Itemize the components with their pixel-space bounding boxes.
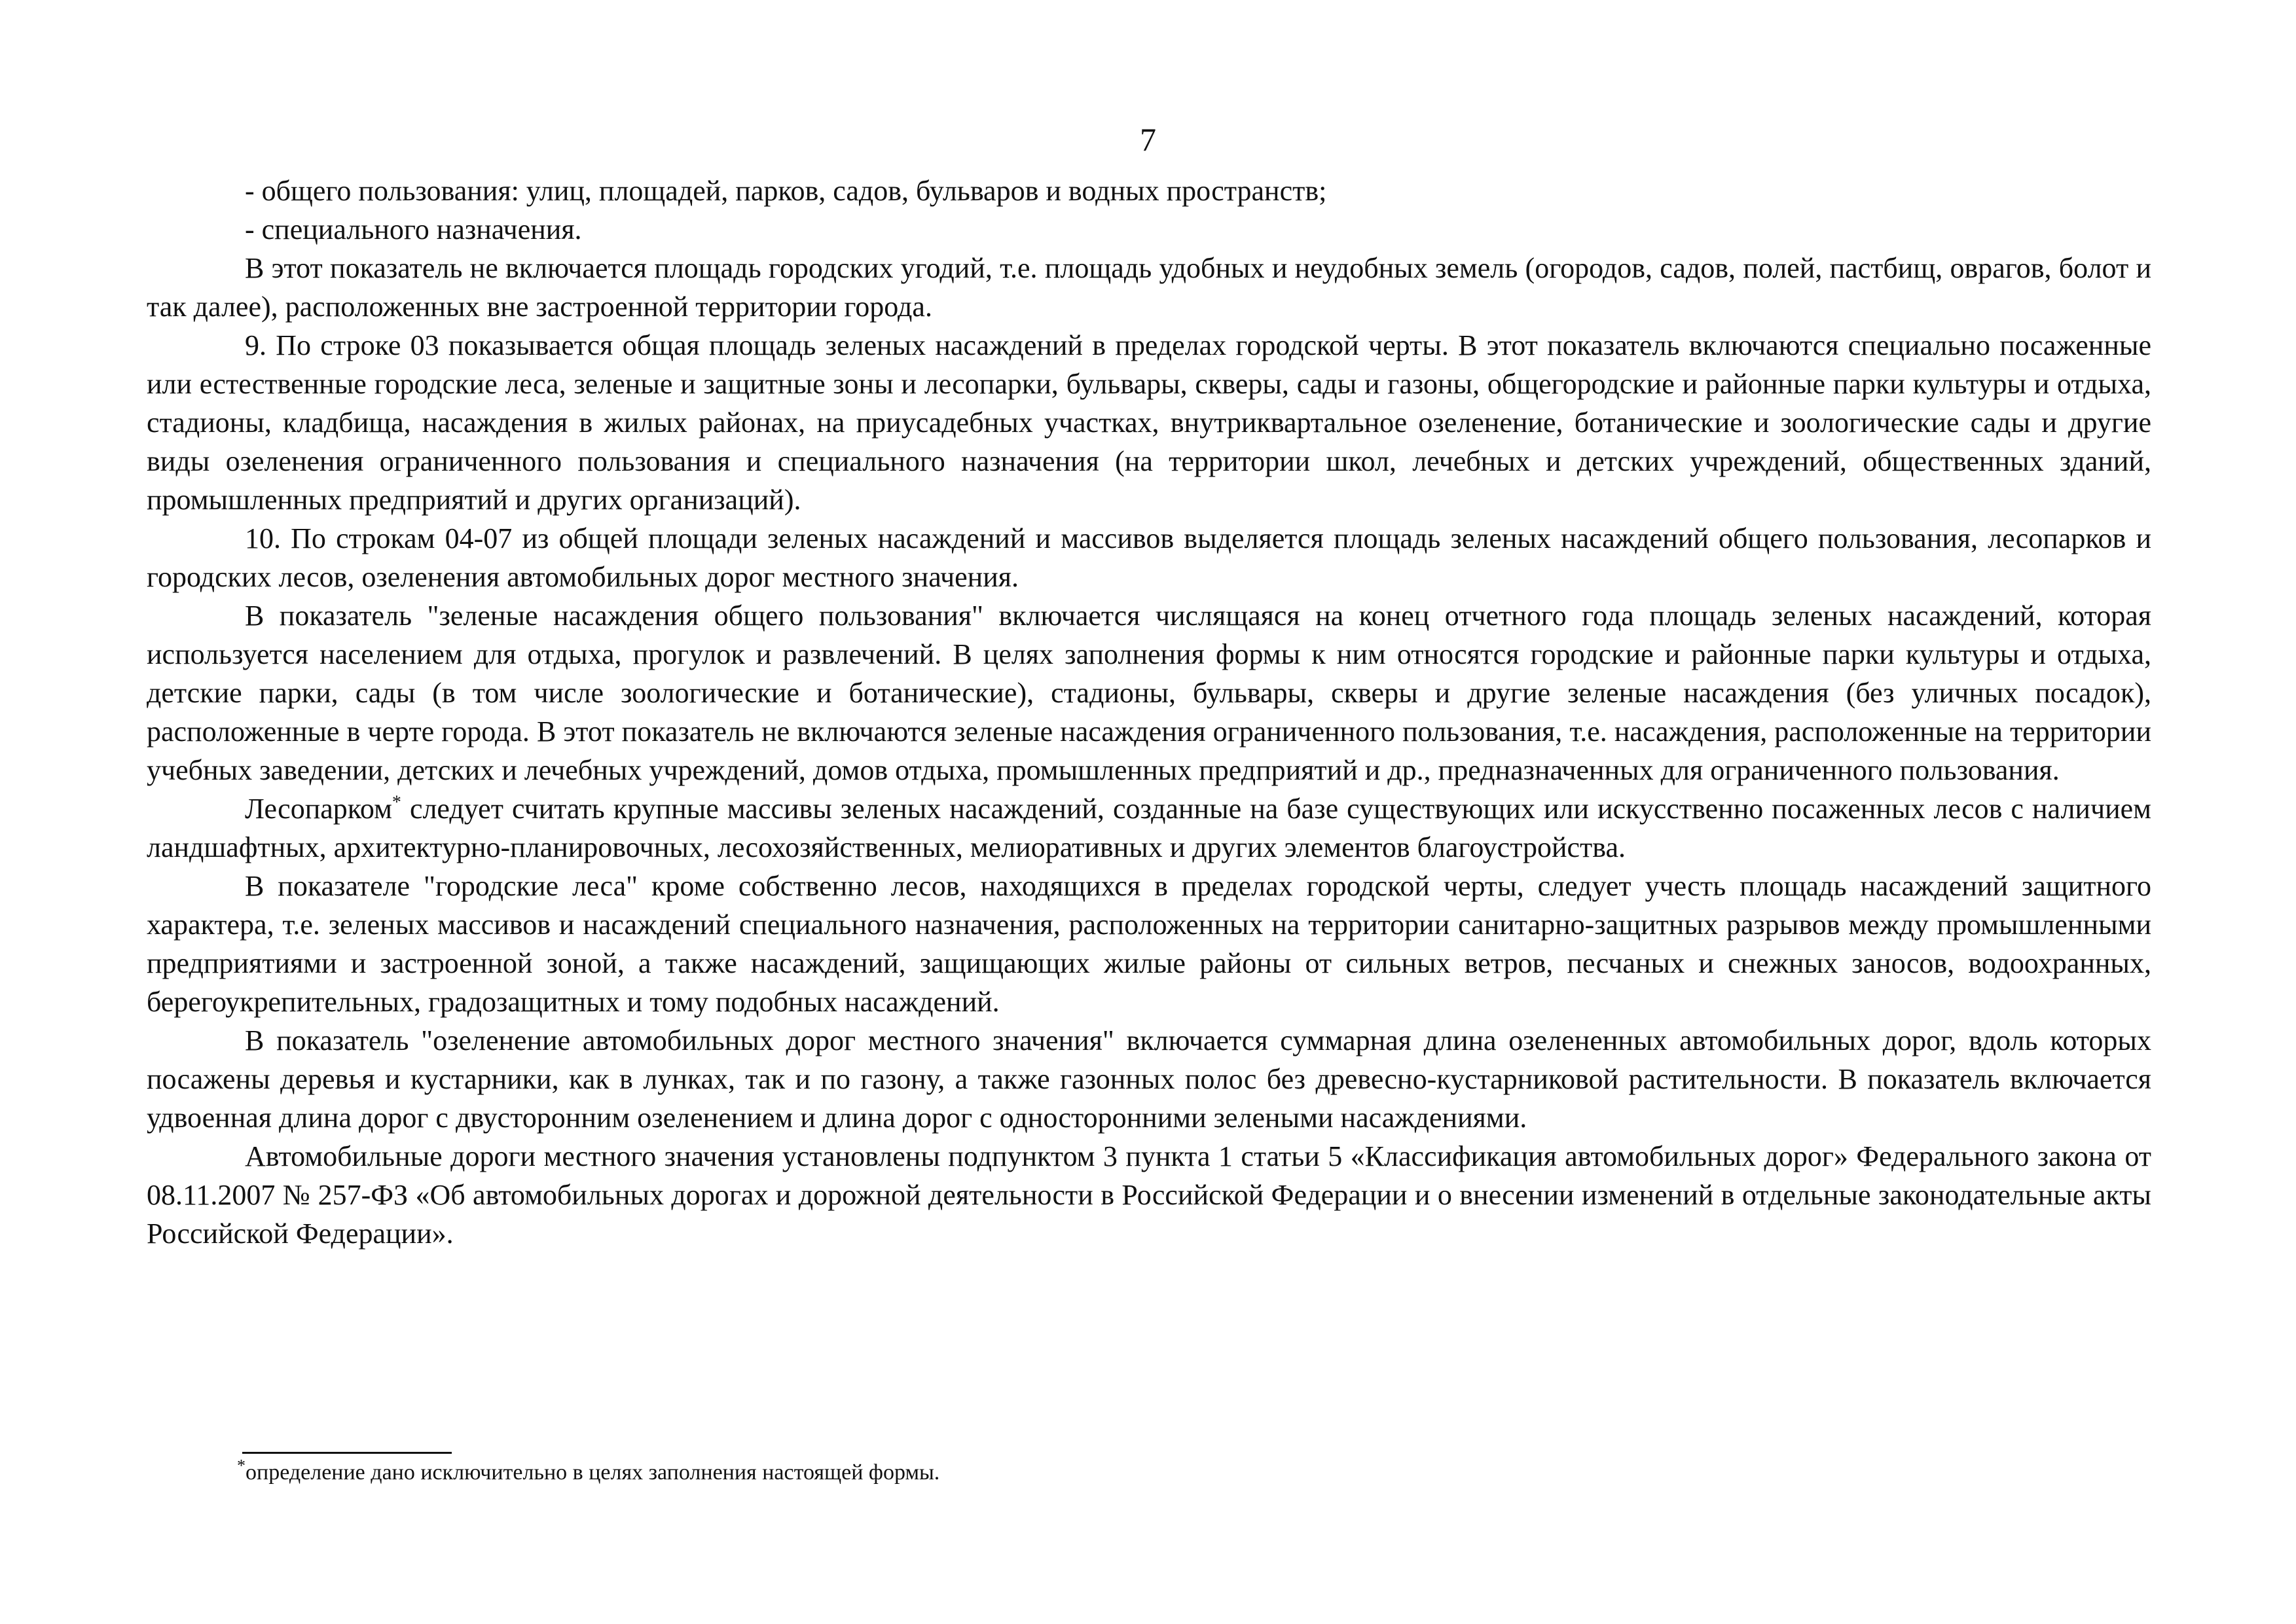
paragraph-exclusion-note: В этот показатель не включается площадь городских угодий, т.е. площадь удобных и неудобных земель (огородов, садов, полей, пастбищ, оврагов, болот и так далее), расположенных вне застроенной территории города. (147, 252, 2151, 323)
footnote-divider (242, 1452, 452, 1454)
paragraph-item-9: 9. По строке 03 показывается общая площадь зеленых насаждений в пределах городской черты. В этот показатель включаются специально посаженные или естественные городские леса, зеленые и защитные зоны и лесопарки, бульвары, скверы, сады и газоны, общегородские и районные парки культуры и отдыха, стадионы, кладбища, насаждения в жилых районах, на приусадебных участках, внутриквартальное озеленение, ботанические и зоологические сады и другие виды озеленения ограниченного пользования и специального назначения (на территории школ, лечебных и детских учреждений, общественных зданий, промышленных предприятий и других организаций). (147, 329, 2151, 516)
forest-park-definition: следует считать крупные массивы зеленых насаждений, созданные на базе существующих или искусственно посаженных лесов с наличием ландшафтных, архитектурно-планировочных, лесохозяйственных, мелиоративных и других элементов благоустройства. (147, 793, 2151, 863)
footnote (237, 1458, 2136, 1487)
paragraph-forest-park (147, 789, 2151, 867)
paragraph-road-greening: В показатель "озеленение автомобильных дорог местного значения" включается суммарная длина озелененных автомобильных дорог, вдоль которых посажены деревья и кустарники, как в лунках, так и по газону, а также газонных полос без древесно-кустарниковой растительности. В показатель включается удвоенная длина дорог с двусторонним озеленением и длина дорог с односторонними зелеными насаждениями. (147, 1024, 2151, 1134)
paragraph-list-item-special: - специального назначения. (245, 213, 582, 245)
paragraph-public-green-areas: В показатель "зеленые насаждения общего пользования" включается числящаяся на конец отчетного года площадь зеленых насаждений, которая используется населением для отдыха, прогулок и развлечений. В целях заполнения формы к ним относятся городские и районные парки культуры и отдыха, детские парки, сады (в том числе зоологические и ботанические), стадионы, бульвары, скверы и другие зеленые насаждения (без уличных посадок), расположенные в черте города. В этот показатель не включаются зеленые насаждения ограниченного пользования, т.е. насаждения, расположенные на территории учебных заведении, детских и лечебных учреждений, домов отдыха, промышленных предприятий и др., предназначенных для ограниченного пользования. (147, 600, 2151, 786)
paragraph-list-item-public: - общего пользования: улиц, площадей, парков, садов, бульваров и водных пространств; (245, 175, 1327, 207)
footnote-mark: * (237, 1456, 246, 1475)
paragraph-item-10: 10. По строкам 04-07 из общей площади зеленых насаждений и массивов выделяется площадь зеленых насаждений общего пользования, лесопарков и городских лесов, озеленения автомобильных дорог местного значения. (147, 522, 2151, 593)
footnote-reference-mark: * (392, 792, 401, 813)
document-body (147, 171, 2151, 1253)
paragraph-local-roads-law: Автомобильные дороги местного значения установлены подпунктом 3 пункта 1 статьи 5 «Классификация автомобильных дорог» Федерального закона от 08.11.2007 № 257-ФЗ «Об автомобильных дорогах и дорожной деятельности в Российской Федерации и о внесении изменений в отдельные законодательные акты Российской Федерации». (147, 1140, 2151, 1250)
paragraph-city-forests: В показателе "городские леса" кроме собственно лесов, находящихся в пределах городской черты, следует учесть площадь насаждений защитного характера, т.е. зеленых массивов и насаждений специального назначения, расположенных на территории санитарно-защитных разрывов между промышленными предприятиями и застроенной зоной, а также насаждений, защищающих жилые районы от сильных ветров, песчаных и снежных заносов, водоохранных, берегоукрепительных, градозащитных и тому подобных насаждений. (147, 870, 2151, 1018)
forest-park-term: Лесопарком (245, 793, 392, 825)
footnote-text: определение дано исключительно в целях заполнения настоящей формы. (246, 1460, 940, 1485)
page-number: 7 (1140, 121, 1156, 158)
